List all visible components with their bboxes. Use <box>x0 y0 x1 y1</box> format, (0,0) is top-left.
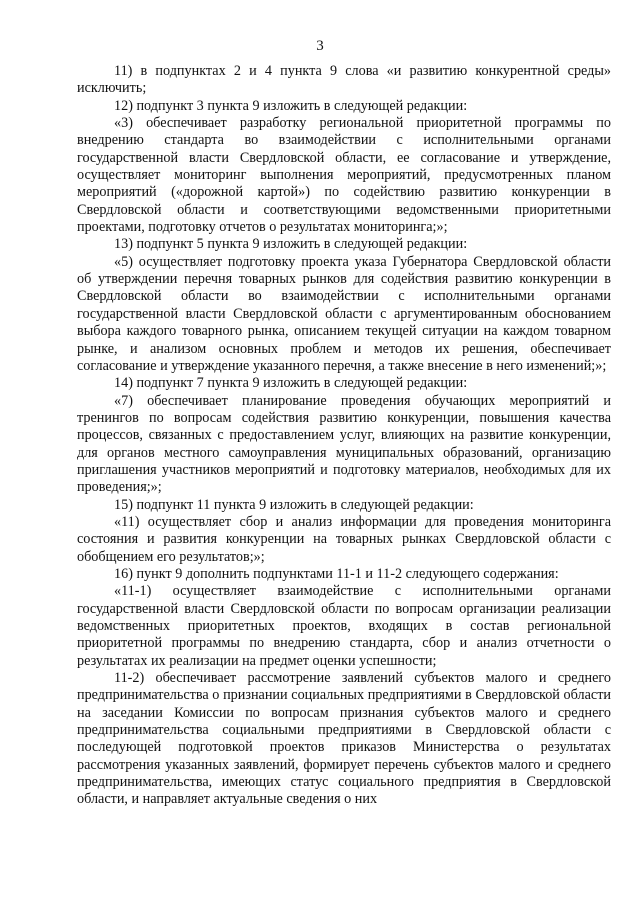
paragraph-item-12: 12) подпункт 3 пункта 9 изложить в следующей редакции: <box>114 97 468 114</box>
paragraph-quote-7: «7) обеспечивает планирование проведения обучающих мероприятий и тренингов по вопросам содействия развитию конкуренции, повышения качества процессов, связанных с предоставлением услуг, влияющих на развитие конкуренции, для органов местного самоуправления муниципальных образований, организацию приглашения участников мероприятий и подготовку материалов, необходимых для их проведения;»; <box>77 392 611 496</box>
paragraph-quote-11-1: «11-1) осуществляет взаимодействие с исполнительными органами государственной власти Свердловской области по вопросам организации реализации ведомственных приоритетных проектов, входящих в состав региональной приоритетной программы по внедрению стандарта, сбор и анализ отчетности о результатах их реализации на предмет оценки успешности; <box>77 583 611 669</box>
paragraph-quote-3: «3) обеспечивает разработку региональной приоритетной программы по внедрению стандарта во взаимодействии с исполнительными органами государственной власти Свердловской области, ее согласование и утверждение, осуществляет мониторинг выполнения мероприятий, предусмотренных планом мероприятий («дорожной картой») по содействию развитию конкуренции в Свердловской области и соответствующими ведомственными приоритетными проектами, подготовку отчетов о результатах мониторинга;»; <box>77 115 611 236</box>
paragraph-item-14: 14) подпункт 7 пункта 9 изложить в следующей редакции: <box>114 375 468 392</box>
paragraph-item-15: 15) подпункт 11 пункта 9 изложить в следующей редакции: <box>114 496 474 513</box>
paragraph-item-16: 16) пункт 9 дополнить подпунктами 11-1 и 11-2 следующего содержания: <box>114 565 559 582</box>
paragraph-quote-5: «5) осуществляет подготовку проекта указа Губернатора Свердловской области об утверждении перечня товарных рынков для содействия развитию конкуренции в Свердловской области во взаимодействии с исполнительными органами государственной власти Свердловской области с аргументированным обоснованием выбора каждого товарного рынка, описанием текущей ситуации на каждом товарном рынке, и анализом основных проблем и методов их решения, обеспечивает согласование и утверждение указанного перечня, а также внесение в него изменений;»; <box>77 253 611 374</box>
paragraph-item-11: 11) в подпунктах 2 и 4 пункта 9 слова «и развитию конкурентной среды» исключить; <box>77 63 611 97</box>
paragraph-quote-11-2: 11-2) обеспечивает рассмотрение заявлений субъектов малого и среднего предпринимательства о признании социальных предприятиями в Свердловской области на заседании Комиссии по вопросам признания субъектов малого и среднего предпринимательства социальными предприятиями в Свердловской области с последующей подготовкой проектов приказов Министерства о результатах рассмотрения указанных заявлений, формирует перечень субъектов малого и среднего предпринимательства, имеющих статус социального предприятия в Свердловской области, и направляет актуальные сведения о них <box>77 670 611 808</box>
paragraph-item-13: 13) подпункт 5 пункта 9 изложить в следующей редакции: <box>114 236 468 253</box>
paragraph-quote-11: «11) осуществляет сбор и анализ информации для проведения мониторинга состояния и развития конкуренции на товарных рынках Свердловской области с обобщением его результатов;»; <box>77 513 611 565</box>
document-body <box>77 63 611 809</box>
page-number: 3 <box>316 38 324 54</box>
